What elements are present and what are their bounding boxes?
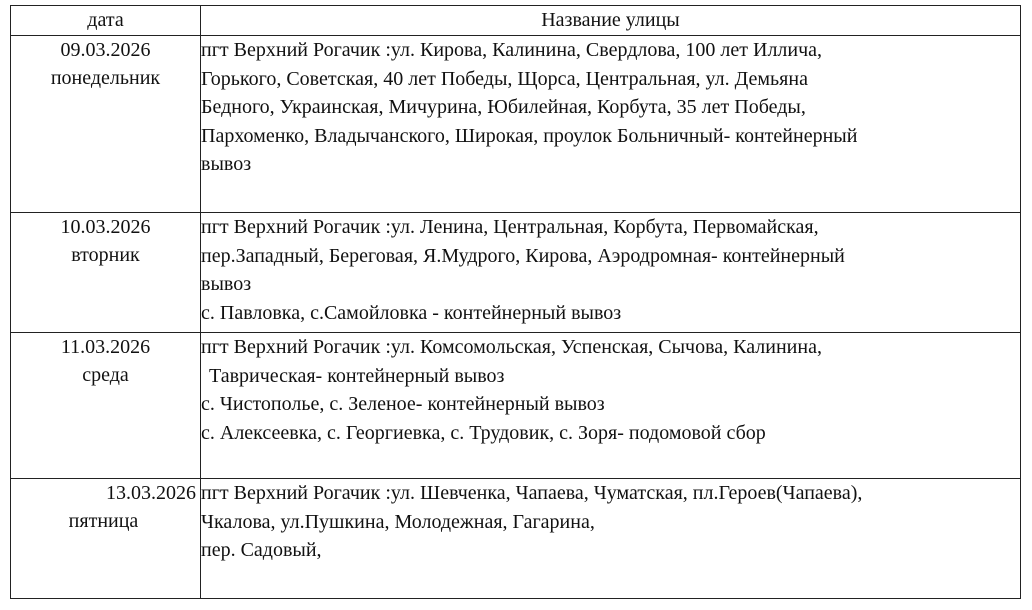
collection-schedule-table [10,5,1021,599]
street-line: пгт Верхний Рогачик :ул. Ленина, Центральная, Корбута, Первомайская, [201,216,819,239]
street-line: пгт Верхний Рогачик :ул. Шевченка, Чапаева, Чуматская, пл.Героев(Чапаева), [201,482,863,505]
table-header-row [11,6,1021,36]
street-line: пгт Верхний Рогачик :ул. Комсомольская, Успенская, Сычова, Калинина, [201,336,822,359]
street-line: вывоз [201,153,252,175]
date-column-header: дата [11,6,201,36]
table-row [11,213,1021,333]
date-value: 11.03.2026 [60,336,151,359]
weekday-value: среда [82,364,129,387]
date-cell [11,36,201,213]
table-row [11,479,1021,599]
street-column-header: Название улицы [201,6,1021,36]
street-line: Чкалова, ул.Пушкина, Молодежная, Гагарина, [201,510,595,533]
street-line: пер. Садовый, [201,539,322,562]
date-value: 13.03.2026 [106,482,196,505]
date-value: 10.03.2026 [60,216,151,239]
date-value: 09.03.2026 [60,39,151,61]
streets-cell [201,333,1021,479]
date-cell [11,213,201,333]
date-cell [11,479,201,599]
weekday-value: вторник [71,244,140,267]
table-row [11,333,1021,479]
street-line: с. Павловка, с.Самойловка - контейнерный вывоз [201,301,622,324]
street-line: вывоз [201,273,252,296]
street-line: Бедного, Украинская, Мичурина, Юбилейная, Корбута, 35 лет Победы, [201,96,806,118]
table-row [11,36,1021,213]
street-line: пер.Западный, Береговая, Я.Мудрого, Кирова, Аэродромная- контейнерный [201,244,845,267]
street-line: Горького, Советская, 40 лет Победы, Щорса, Центральная, ул. Демьяна [201,67,808,90]
streets-cell [201,36,1021,213]
weekday-value: пятница [68,510,139,533]
streets-cell [201,479,1021,599]
streets-cell [201,213,1021,333]
weekday-value: понедельник [50,67,161,89]
street-line: пгт Верхний Рогачик :ул. Кирова, Калинина, Свердлова, 100 лет Иллича, [201,39,823,61]
date-cell [11,333,201,479]
street-line: Таврическая- контейнерный вывоз [209,364,505,387]
street-line: с. Алексеевка, с. Георгиевка, с. Трудовик, с. Зоря- подомовой сбор [201,421,766,444]
street-line: Пархоменко, Владычанского, Широкая, проулок Больничный- контейнерный [201,124,858,147]
street-line: с. Чистополье, с. Зеленое- контейнерный вывоз [201,393,605,416]
